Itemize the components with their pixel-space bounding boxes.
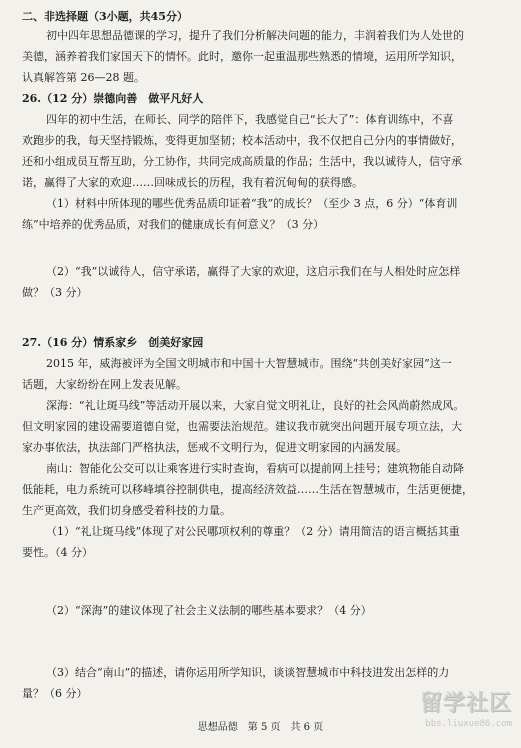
- intro-line-1: 初中四年思想品德课的学习，提升了我们分析解决问题的能力，丰润着我们为人处世的: [46, 29, 464, 42]
- q26-sub2-line-1: （2）“我”以诚待人，信守承诺，赢得了大家的欢迎，这启示我们在与人相处时应怎样: [46, 265, 461, 278]
- q26-material-line-4: 诺，赢得了大家的欢迎……回味成长的历程，我有着沉甸甸的获得感。: [22, 176, 363, 189]
- q27-sub3-line-2: 量？（6 分）: [22, 687, 88, 700]
- q26-sub1-line-2: 练”中培养的优秀品质，对我们的健康成长有何意义？（3 分）: [22, 218, 325, 231]
- q27-sub1-line-2: 要性。（4 分）: [22, 546, 93, 559]
- q27-nanshan-line-3: 生产更高效，我们切身感受着科技的力量。: [22, 504, 231, 517]
- q27-nanshan-line-2: 低能耗，电力系统可以移峰填谷控制供电，提高经济效益……生活在智慧城市，生活更便捷，: [22, 483, 473, 496]
- q27-shenhai-line-2: 但文明家园的建设需要道德自觉，也需要法治规范。建议我市就突出问题开展专项立法，大: [22, 420, 462, 433]
- q26-material-line-1: 四年的初中生活，在师长、同学的陪伴下，我感觉自己“长大了”：体育训练中，不喜: [46, 113, 454, 126]
- watermark-url: bbs.liuxue86.com: [425, 719, 512, 729]
- watermark-main-text: 留学社区: [419, 691, 512, 716]
- q27-sub3-line-1: （3）结合“南山”的描述，请你运用所学知识，谈谈智慧城市中科技进发出怎样的力: [46, 666, 450, 679]
- q26-material-line-3: 还和小组成员互帮互助，分工协作，共同完成高质量的作品；生活中，我以诚待人，信守承: [22, 155, 462, 168]
- q27-sub2-line-1: （2）“深海”的建议体现了社会主义法制的哪些基本要求？（4 分）: [46, 604, 372, 617]
- page-footer: 思想品德 第 5 页 共 6 页: [197, 722, 324, 733]
- q27-material-line-1: 2015 年，威海被评为全国文明城市和中国十大智慧城市。围绕“共创美好家园”这一: [46, 357, 452, 370]
- q27-title: 27.（16 分）情系家乡 创美好家园: [22, 336, 204, 349]
- intro-line-3: 认真解答第 26—28 题。: [22, 71, 145, 84]
- q26-sub2-line-2: 做？（3 分）: [22, 286, 88, 299]
- q27-shenhai-line-3: 家办事依法，执法部门严格执法，惩戒不文明行为，促进文明家园的内涵发展。: [22, 441, 407, 454]
- intro-line-2: 美德，涵养着我们家国天下的情怀。此时，邀你一起重温那些熟悉的情境，运用所学知识，: [22, 50, 462, 63]
- watermark-logo: [412, 690, 512, 742]
- q27-nanshan-line-1: 南山：智能化公交可以让乘客进行实时查询，看病可以提前网上挂号；建筑物能自动降: [46, 462, 464, 475]
- q26-sub1-line-1: （1）材料中所体现的哪些优秀品质印证着“我”的成长？（至少 3 点，6 分）“体育训: [46, 197, 458, 210]
- q27-shenhai-line-1: 深海：“礼让斑马线”等活动开展以来，大家自觉文明礼让，良好的社会风尚蔚然成风。: [46, 399, 465, 412]
- q27-material-line-2: 话题，大家纷纷在网上发表见解。: [22, 378, 187, 391]
- section-heading: 二、非选择题（3小题，共45分）: [22, 10, 188, 23]
- q26-title: 26.（12 分）崇德向善 做平凡好人: [22, 92, 204, 105]
- q27-sub1-line-1: （1）“礼让斑马线”体现了对公民哪项权利的尊重？（2 分）请用简洁的语言概括其重: [46, 525, 460, 538]
- q26-material-line-2: 欢跑步的我，每天坚持锻炼，变得更加坚韧；校本活动中，我不仅把自己分内的事情做好，: [22, 134, 462, 147]
